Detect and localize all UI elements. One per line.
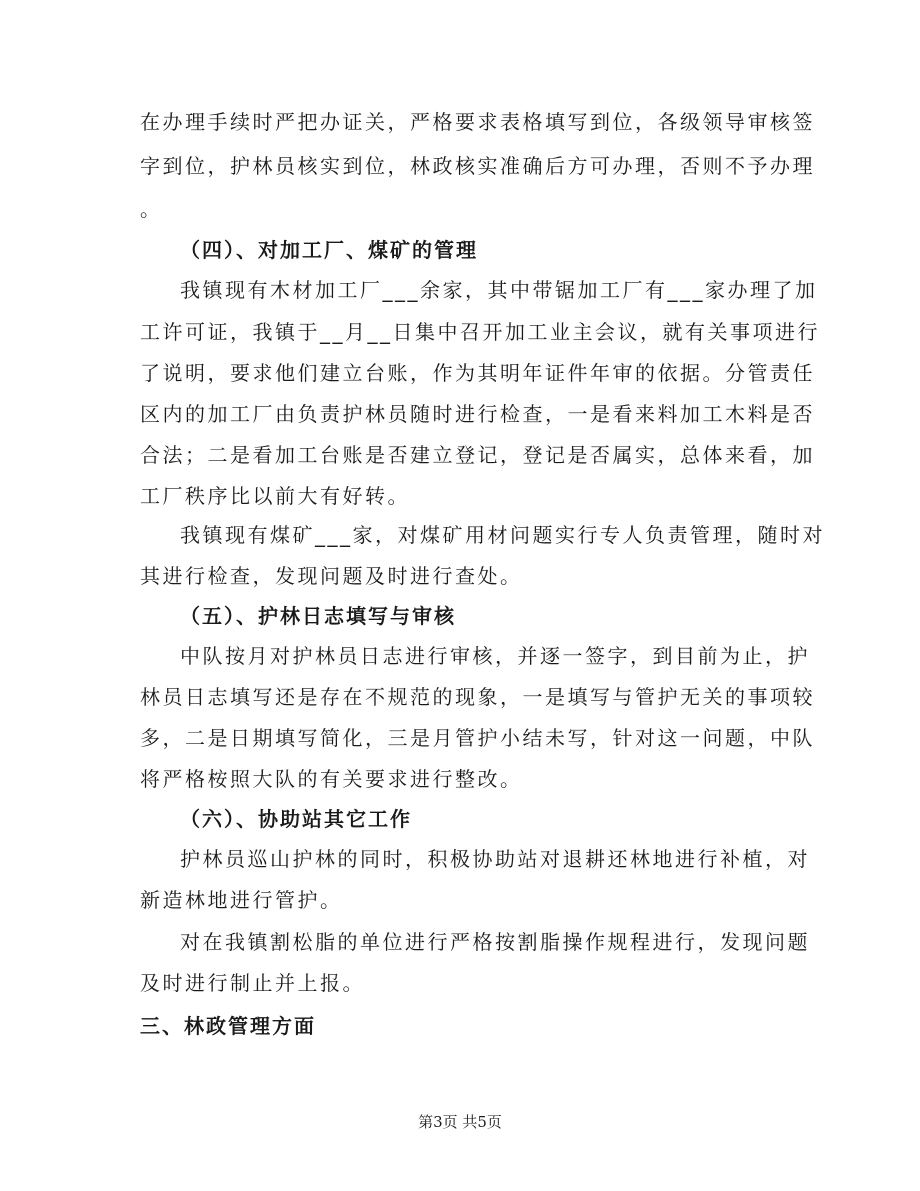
body-text-line: 工厂秩序比以前大有好转。 bbox=[140, 484, 410, 508]
body-text-line: 将严格桉照大队的有关要求进行整改。 bbox=[140, 767, 523, 791]
page-number: 第3页 共5页 bbox=[418, 1113, 502, 1131]
body-text-line: 其进行检查，发现问题及时进行查处。 bbox=[140, 564, 523, 588]
body-text-line: 多，二是日期填写简化，三是月管护小结未写，针对这一问题，中队 bbox=[140, 726, 815, 750]
section-heading-3: 三、林政管理方面 bbox=[140, 1014, 316, 1038]
section-heading-5: （五）、护林日志填写与审核 bbox=[180, 604, 456, 628]
body-text-line: 对在我镇割松脂的单位进行严格按割脂操作规程进行，发现问题 bbox=[180, 930, 810, 954]
body-text-line: 新造林地进行管护。 bbox=[140, 888, 343, 912]
body-text-line: 护林员巡山护林的同时，积极协助站对退耕还林地进行补植，对 bbox=[180, 847, 810, 871]
body-text-line: 林员日志填写还是存在不规范的现象，一是填写与管护无关的事项较 bbox=[140, 685, 815, 709]
body-text-line: 工许可证，我镇于__月__日集中召开加工业主会议，就有关事项进行 bbox=[140, 320, 820, 344]
body-text-line: 我镇现有木材加工厂___余家，其中带锯加工厂有___家办理了加 bbox=[180, 278, 818, 302]
body-text-line: 字到位，护林员核实到位，林政核实准确后方可办理，否则不予办理 bbox=[140, 154, 815, 178]
section-heading-6: （六）、协助站其它工作 bbox=[180, 807, 412, 831]
body-text-line: 区内的加工厂由负责护林员随时进行检查，一是看来料加工木料是否 bbox=[140, 402, 815, 426]
body-text-line: 。 bbox=[140, 197, 163, 221]
body-text-line: 中队按月对护林员日志进行审核，并逐一签字，到目前为止，护 bbox=[180, 644, 810, 668]
body-text-line: 合法；二是看加工台账是否建立登记，登记是否属实，总体来看，加 bbox=[140, 443, 815, 467]
body-text-line: 了说明，要求他们建立台账，作为其明年证件年审的依据。分管责任 bbox=[140, 361, 815, 385]
body-text-line: 我镇现有煤矿___家，对煤矿用材问题实行专人负责管理，随时对 bbox=[180, 523, 825, 547]
body-text-line: 及时进行制止并上报。 bbox=[140, 971, 365, 995]
body-text-line: 在办理手续时严把办证关，严格要求表格填写到位，各级领导审核签 bbox=[140, 110, 815, 134]
section-heading-4: （四）、对加工厂、煤矿的管理 bbox=[180, 238, 478, 262]
